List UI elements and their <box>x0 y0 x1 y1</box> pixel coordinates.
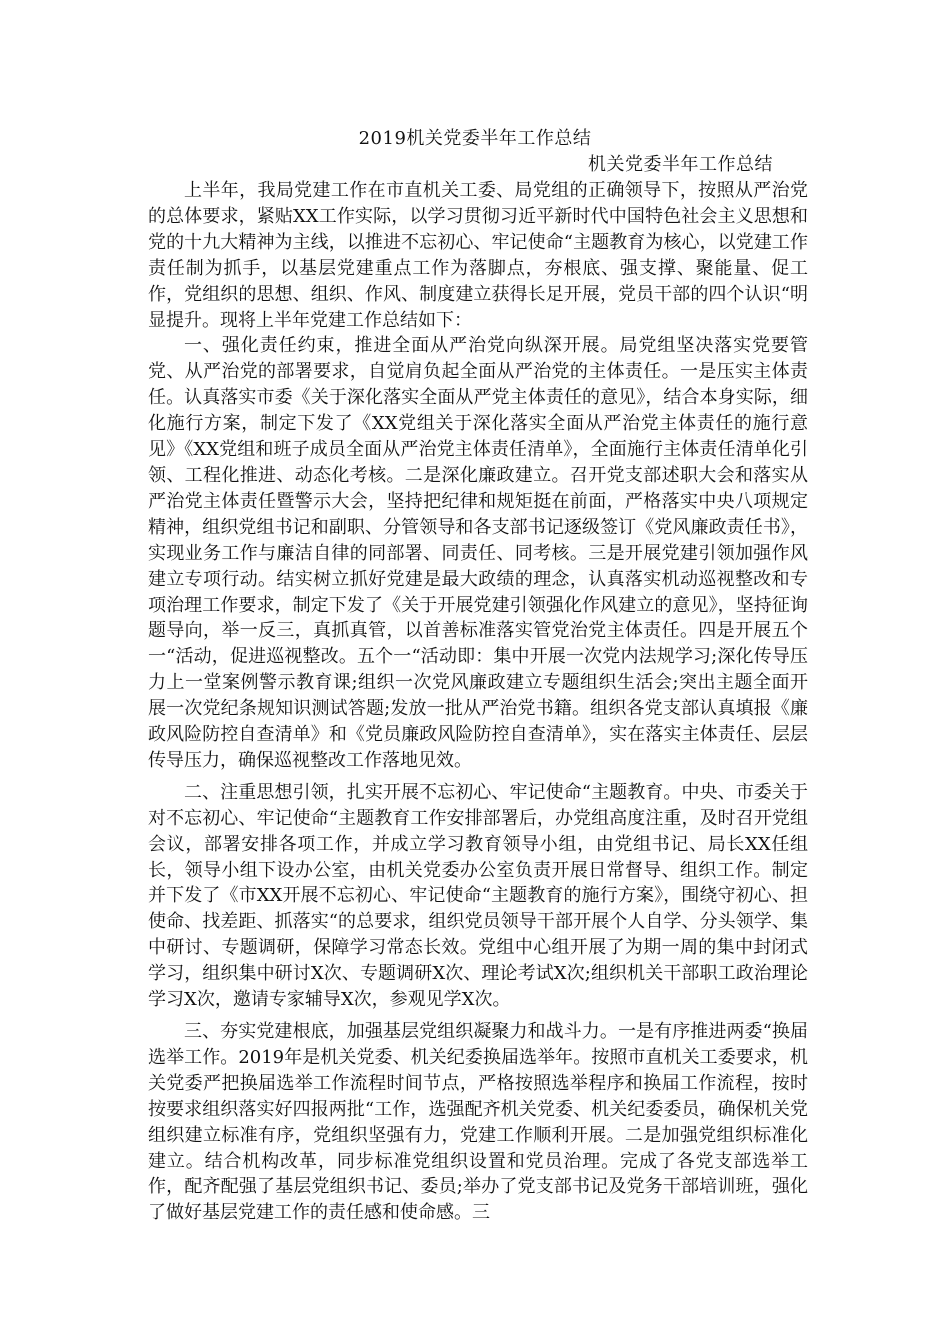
paragraph-section-3: 三、夯实党建根底，加强基层党组织凝聚力和战斗力。一是有序推进两委“换届选举工作。2019年是机关党委、机关纪委换届选举年。按照市直机关工委要求，机关党委严把换届选举工作流程时间节点，严格按照选举程序和换届工作流程，按时按要求组织落实好四报两批“工作，选强配齐机关党委、机关纪委委员，确保机关党组织建立标准有序，党组织坚强有力，党建工作顺利开展。二是加强党组织标准化建立。结合机构改革，同步标准党组织设置和党员治理。完成了各党支部选举工作，配齐配强了基层党组织书记、委员;举办了党支部书记及党务干部培训班，强化了做好基层党建工作的责任感和使命感。三 <box>148 1021 808 1224</box>
paragraph-section-2: 二、注重思想引领，扎实开展不忘初心、牢记使命“主题教育。中央、市委关于对不忘初心、牢记使命“主题教育工作安排部署后，办党组高度注重，及时召开党组会议，部署安排各项工作，并成立学习教育领导小组，由党组书记、局长XX任组长，领导小组下设办公室，由机关党委办公室负责开展日常督导、组织工作。制定并下发了《市XX开展不忘初心、牢记使命“主题教育的施行方案》，围绕守初心、担使命、找差距、抓落实“的总要求，组织党员领导干部开展个人自学、分头领学、集中研讨、专题调研，保障学习常态长效。党组中心组开展了为期一周的集中封闭式学习，组织集中研讨X次、专题调研X次、理论考试X次;组织机关干部职工政治理论学习X次，邀请专家辅导X次，参观见学X次。 <box>148 781 808 1011</box>
document-title: 2019机关党委半年工作总结 <box>358 128 592 149</box>
document-body <box>148 178 808 1226</box>
document-subtitle: 机关党委半年工作总结 <box>588 154 773 175</box>
paragraph-intro: 上半年，我局党建工作在市直机关工委、局党组的正确领导下，按照从严治党的总体要求，紧贴XX工作实际，以学习贯彻习近平新时代中国特色社会主义思想和党的十九大精神为主线，以推进不忘初心、牢记使命“主题教育为核心，以党建工作责任制为抓手，以基层党建重点工作为落脚点，夯根底、强支撑、聚能量、促工作，党组织的思想、组织、作风、制度建立获得长足开展，党员干部的四个认识“明显提升。现将上半年党建工作总结如下： <box>148 180 808 331</box>
paragraph-section-1: 一、强化责任约束，推进全面从严治党向纵深开展。局党组坚决落实党要管党、从严治党的部署要求，自觉肩负起全面从严治党的主体责任。一是压实主体责任。认真落实市委《关于深化落实全面从严党主体责任的意见》，结合本身实际，细化施行方案，制定下发了《XX党组关于深化落实全面从严治党主体责任的施行意见》《XX党组和班子成员全面从严治党主体责任清单》，全面施行主体责任清单化引领、工程化推进、动态化考核。二是深化廉政建立。召开党支部述职大会和落实从严治党主体责任暨警示大会，坚持把纪律和规矩挺在前面，严格落实中央八项规定精神，组织党组书记和副职、分管领导和各支部书记逐级签订《党风廉政责任书》，实现业务工作与廉洁自律的同部署、同责任、同考核。三是开展党建引领加强作风建立专项行动。结实树立抓好党建是最大政绩的理念，认真落实机动巡视整改和专项治理工作要求，制定下发了《关于开展党建引领强化作风建立的意见》，坚持征询题导向，举一反三，真抓真管，以首善标准落实管党治党主体责任。四是开展五个一“活动，促进巡视整改。五个一“活动即：集中开展一次党内法规学习;深化传导压力上一堂案例警示教育课;组织一次党风廉政建立专题组织生活会;突出主题全面开展一次党纪条规知识测试答题;发放一批从严治党书籍。组织各党支部认真填报《廉政风险防控自查清单》和《党员廉政风险防控自查清单》，实在落实主体责任、层层传导压力，确保巡视整改工作落地见效。 <box>148 335 808 771</box>
